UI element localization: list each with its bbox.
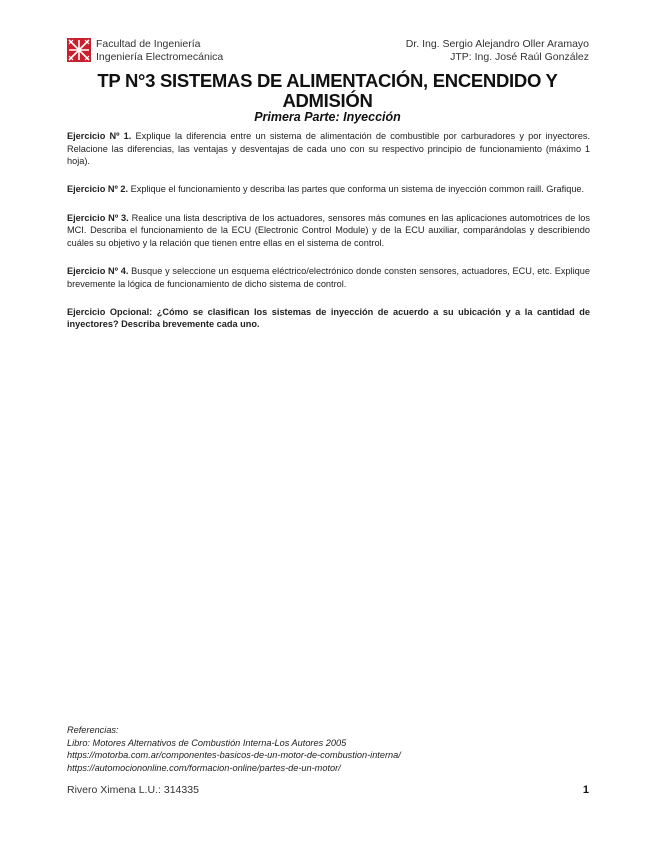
- professor-name: Dr. Ing. Sergio Alejandro Oller Aramayo: [405, 38, 589, 50]
- page-number: 1: [582, 784, 589, 796]
- exercise-label: Ejercicio Nº 2.: [67, 184, 129, 195]
- assistant-name: JTP: Ing. José Raúl González: [450, 51, 589, 63]
- reference-link[interactable]: https://motorba.com.ar/componentes-basicos-de-un-motor-de-combustion-interna/: [67, 750, 401, 761]
- exercise-label: Ejercicio Nº 4.: [67, 265, 129, 276]
- references-heading: Referencias:: [67, 725, 119, 735]
- references-block: [67, 724, 590, 774]
- exercise-3: [67, 212, 590, 250]
- document-subtitle: Primera Parte: Inyección: [254, 110, 401, 124]
- author-footer: Rivero Ximena L.U.: 314335: [67, 784, 199, 796]
- exercise-label: Ejercicio Nº 3.: [67, 212, 129, 223]
- department-name: Ingeniería Electromecánica: [96, 51, 224, 63]
- exercise-text: Explique la diferencia entre un sistema de alimentación de combustible por carburadores y por inyectores. Relacione las diferencias, las ventajas y desventajas de cada uno con su respectivo principio de funcionamiento (máximo 1 hoja).: [67, 131, 590, 167]
- faculty-block: [96, 38, 223, 64]
- exercise-4: [67, 265, 590, 290]
- exercise-text: Busque y seleccione un esquema eléctrico/electrónico donde consten sensores, actuadores, ECU, etc. Explique brevemente la lógica de funcionamiento de dicho sistema de control.: [67, 265, 590, 289]
- reference-item: Libro: Motores Alternativos de Combustión Interna-Los Autores 2005: [67, 737, 347, 748]
- exercise-text: Explique el funcionamiento y describa las partes que conforma un sistema de inyección common raill. Grafique.: [128, 184, 585, 195]
- document-title: TP N°3 SISTEMAS DE ALIMENTACIÓN, ENCENDIDO Y ADMISIÓN: [97, 70, 558, 111]
- exercise-2: [67, 183, 590, 196]
- exercise-text: Realice una lista descriptiva de los actuadores, sensores más comunes en las aplicaciones automotrices de los MCI. Describa el funcionamiento de la ECU (Electronic Control Module) y de la ECU auxiliar, comparándolas y describiendo cuáles su objetivo y la relación que tienen entre ellas en el sistema de control.: [67, 212, 590, 248]
- exercise-optional: Ejercicio Opcional: ¿Cómo se clasifican los sistemas de inyección de acuerdo a su ubicación y a la cantidad de inyectores? Describa brevemente cada uno.: [67, 306, 590, 330]
- faculty-name: Facultad de Ingeniería: [96, 38, 201, 50]
- exercise-label: Ejercicio Nº 1.: [67, 131, 132, 141]
- reference-link[interactable]: https://automociononline.com/formacion-online/partes-de-un-motor/: [67, 762, 341, 773]
- teachers-block: [406, 38, 589, 64]
- university-logo-icon: [67, 38, 91, 62]
- exercise-1: [67, 130, 590, 168]
- exercise-list: [67, 130, 590, 347]
